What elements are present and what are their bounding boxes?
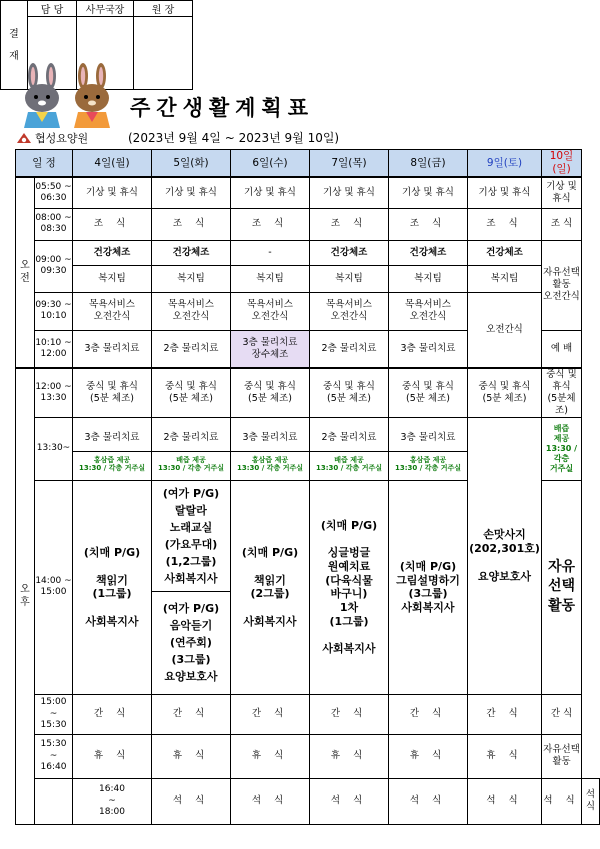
- cell: 건강체조 복지팀: [310, 240, 389, 292]
- cell: 중식 및 휴식 (5분체조): [542, 368, 582, 417]
- cell: 건강체조 복지팀: [389, 240, 468, 292]
- cell: 예 배: [542, 330, 582, 368]
- cell: 조 식: [152, 208, 231, 240]
- cell: 중식 및 휴식 (5분 체조): [73, 368, 152, 417]
- cell: 3층 물리치료 홍삼즙 제공 13:30 / 각층 거주실: [73, 417, 152, 480]
- time-cell: 12:00 ~ 13:30: [35, 368, 73, 417]
- cell: (여가 P/G) 랄랄라 노래교실 (가요무대) (1,2그룹) 사회복지사 (여가 P/G) 음악듣기 (연주회) (3그룹) 요양보호사: [152, 480, 231, 694]
- table-row: [16, 368, 600, 417]
- cell: 목욕서비스 오전간식: [389, 292, 468, 330]
- cell: 휴 식: [468, 734, 542, 778]
- cell: 배즙 제공 13:30 / 각층 거주실: [542, 417, 582, 480]
- cell: 자유 선택 활동: [542, 480, 582, 694]
- cell: 중식 및 휴식 (5분 체조): [152, 368, 231, 417]
- cell: 석 식: [389, 778, 468, 824]
- cell: 휴 식: [389, 734, 468, 778]
- cell: (치매 P/G) 싱글벙글 원예치료 (다육식물 바구니) 1차 (1그룹) 사회복지사: [310, 480, 389, 694]
- header-schedule: 일 정: [16, 150, 73, 178]
- cell: 석 식: [582, 778, 600, 824]
- table-row: [16, 778, 600, 824]
- cell: 중식 및 휴식 (5분 체조): [389, 368, 468, 417]
- header-day-mon: 4일(월): [73, 150, 152, 178]
- cell: 기상 및 휴식: [389, 177, 468, 208]
- org-label: [16, 130, 88, 146]
- header-day-tue: 5일(화): [152, 150, 231, 178]
- cell: 조 식: [73, 208, 152, 240]
- time-cell: 15:30 ~ 16:40: [35, 734, 73, 778]
- cell: 3층 물리치료 홍삼즙 제공 13:30 / 각층 거주실: [389, 417, 468, 480]
- table-row: [16, 208, 600, 240]
- cell: 석 식: [152, 778, 231, 824]
- cell: 조 식: [389, 208, 468, 240]
- approval-header-director: 사무국장: [77, 1, 134, 17]
- cell: 중식 및 휴식 (5분 체조): [231, 368, 310, 417]
- cell: 2층 물리치료 배즙 제공 13:30 / 각층 거주실: [310, 417, 389, 480]
- cell: 석 식: [310, 778, 389, 824]
- cell: 휴 식: [73, 734, 152, 778]
- table-row: [16, 240, 600, 292]
- page-title: 주간생활계획표: [130, 96, 315, 120]
- header-day-sat: 9일(토): [468, 150, 542, 178]
- time-cell: 15:00 ~ 15:30: [35, 694, 73, 734]
- cell: 건강체조 복지팀: [152, 240, 231, 292]
- cell: 간 식: [310, 694, 389, 734]
- cell: 3층 물리치료 홍삼즙 제공 13:30 / 각층 거주실: [231, 417, 310, 480]
- cell: 자유선택 활동 오전간식: [542, 240, 582, 330]
- cell: 2층 물리치료: [310, 330, 389, 368]
- org-name: 협성요양원: [35, 132, 89, 145]
- time-cell: 09:00 ~ 09:30: [35, 240, 73, 292]
- cell: 중식 및 휴식 (5분 체조): [468, 368, 542, 417]
- cell: 3층 물리치료: [389, 330, 468, 368]
- cell: 기상 및 휴식: [73, 177, 152, 208]
- period: (2023년 9월 4일 ~ 2023년 9월 10일): [128, 131, 340, 145]
- am-label: 오 전: [16, 177, 35, 368]
- cell: 목욕서비스 오전간식: [73, 292, 152, 330]
- approval-header-staff: 담 당: [28, 1, 77, 17]
- bunny-mascot-left-icon: [16, 62, 68, 132]
- table-row: [16, 694, 600, 734]
- header-day-wed: 6일(수): [231, 150, 310, 178]
- cell: 조 식: [231, 208, 310, 240]
- header-day-fri: 8일(금): [389, 150, 468, 178]
- schedule-table: [15, 149, 600, 825]
- cell: 기상 및 휴식: [152, 177, 231, 208]
- cell: (치매 P/G) 그림설명하기 (3그룹) 사회복지사: [389, 480, 468, 694]
- time-cell: 09:30 ~ 10:10: [35, 292, 73, 330]
- cell: 3층 물리치료 장수체조: [231, 330, 310, 368]
- cell: 간 식: [73, 694, 152, 734]
- approval-sign-head: [134, 17, 193, 90]
- header-day-thu: 7일(목): [310, 150, 389, 178]
- cell: 건강체조 복지팀: [468, 240, 542, 292]
- table-row: [16, 177, 600, 208]
- cell: 3층 물리치료: [73, 330, 152, 368]
- cell: 손맛사지 (202,301호) 요양보호사: [468, 417, 542, 694]
- cell: 간 식: [389, 694, 468, 734]
- time-cell: 13:30~: [35, 417, 73, 480]
- cell: 석 식: [542, 778, 582, 824]
- cell: 간 식: [468, 694, 542, 734]
- cell: 오전간식: [468, 292, 542, 368]
- cell: 2층 물리치료: [152, 330, 231, 368]
- header-day-sun: 10일(일): [542, 150, 582, 178]
- cell: 기상 및 휴식: [468, 177, 542, 208]
- cell: 중식 및 휴식 (5분 체조): [310, 368, 389, 417]
- cell: 간 식: [542, 694, 582, 734]
- cell: - 복지팀: [231, 240, 310, 292]
- cell: (치매 P/G) 책읽기 (1그룹) 사회복지사: [73, 480, 152, 694]
- bunny-mascot-right-icon: [66, 62, 118, 132]
- cell: (치매 P/G) 책읽기 (2그룹) 사회복지사: [231, 480, 310, 694]
- cell: 목욕서비스 오전간식: [231, 292, 310, 330]
- cell: 조 식: [310, 208, 389, 240]
- cell: 휴 식: [231, 734, 310, 778]
- pm-label: 오 후: [16, 368, 35, 824]
- cell: 석 식: [231, 778, 310, 824]
- approval-side-label: 결 재: [1, 1, 28, 90]
- cell: 기상 및 휴식: [542, 177, 582, 208]
- cell: 기상 및 휴식: [310, 177, 389, 208]
- cell: 조 식: [542, 208, 582, 240]
- org-logo-icon: [16, 132, 32, 144]
- table-row: [16, 734, 600, 778]
- table-row: [16, 417, 600, 480]
- cell: 휴 식: [310, 734, 389, 778]
- time-cell: 08:00 ~ 08:30: [35, 208, 73, 240]
- approval-header-head: 원 장: [134, 1, 193, 17]
- cell: 석 식: [468, 778, 542, 824]
- cell: 건강체조 복지팀: [73, 240, 152, 292]
- time-cell: 10:10 ~ 12:00: [35, 330, 73, 368]
- cell: 조 식: [468, 208, 542, 240]
- cell: 기상 및 휴식: [231, 177, 310, 208]
- cell: 목욕서비스 오전간식: [152, 292, 231, 330]
- cell: 간 식: [231, 694, 310, 734]
- header-row: [16, 150, 600, 178]
- time-cell: 16:40 ~ 18:00: [73, 778, 152, 824]
- time-cell: 05:50 ~ 06:30: [35, 177, 73, 208]
- cell: 휴 식: [152, 734, 231, 778]
- cell: 자유선택 활동: [542, 734, 582, 778]
- cell: 2층 물리치료 배즙 제공 13:30 / 각층 거주실: [152, 417, 231, 480]
- cell: 간 식: [152, 694, 231, 734]
- time-cell: 14:00 ~ 15:00: [35, 480, 73, 694]
- cell: 목욕서비스 오전간식: [310, 292, 389, 330]
- table-row: [16, 292, 600, 330]
